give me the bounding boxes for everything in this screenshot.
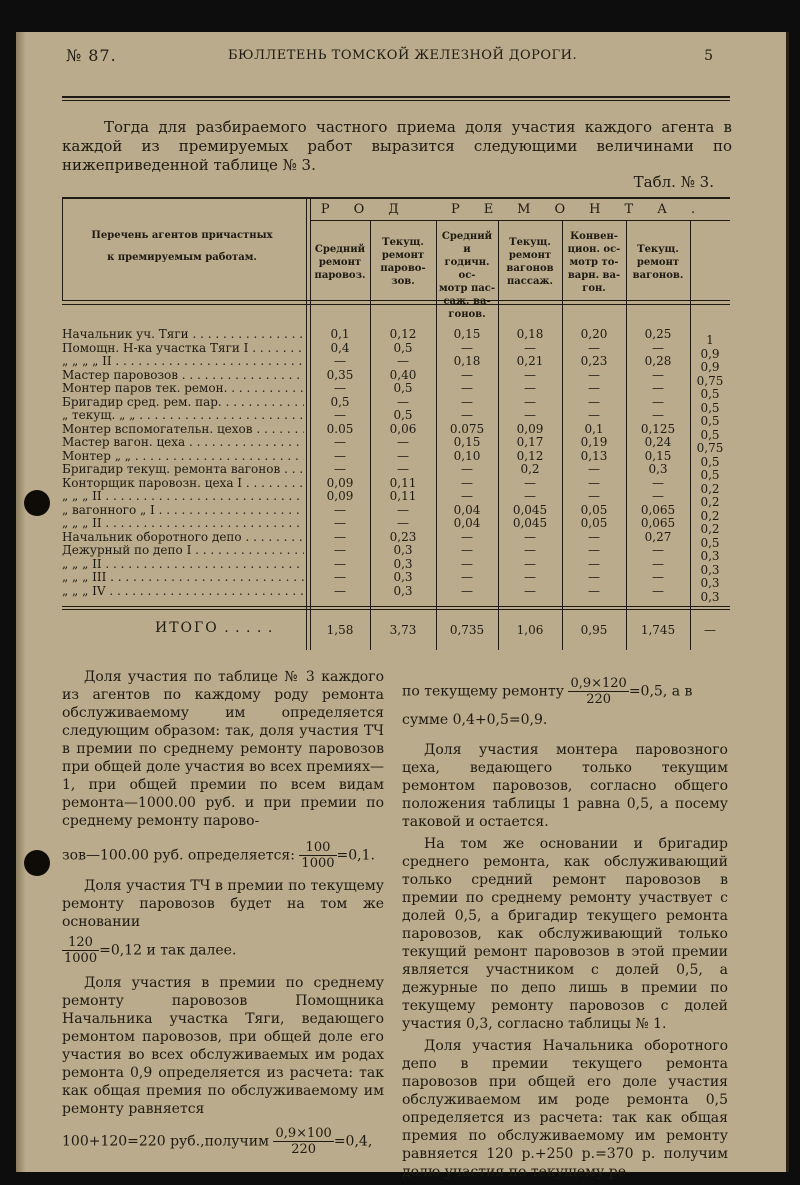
table-cell: 0,20 <box>580 327 608 341</box>
table-row-agent: Дежурный по депо I . . . <box>62 544 304 557</box>
table-cell: 0,3 <box>393 556 413 571</box>
left-formula-3 <box>62 1126 384 1157</box>
table-cell: 0,25 <box>644 327 672 341</box>
column-header-line: варн. ва- <box>567 269 621 281</box>
column-header-line: Средний <box>314 243 366 255</box>
header-rule <box>62 96 730 98</box>
column-header-3 <box>438 230 496 321</box>
column-header-6 <box>628 243 688 282</box>
table-cell: — <box>397 435 409 449</box>
column-header-line: вагонов. <box>632 269 684 281</box>
table-cell: 0,23 <box>580 354 608 368</box>
column-header-line: пассаж. <box>506 276 554 287</box>
table-row-agent: „ „ „ „ II . . . <box>62 355 304 368</box>
table-cell: 0,75 <box>696 441 724 455</box>
table-cell: 0,11 <box>389 489 417 503</box>
table-cell: — <box>524 556 536 571</box>
table-cell: 0,5 <box>393 381 413 395</box>
fraction-4-result: =0,5, а в <box>628 683 693 700</box>
table-row-agent: „ „ „ IV . . . <box>62 585 304 598</box>
table-cell: 0,21 <box>516 354 544 368</box>
left-column <box>62 668 384 1161</box>
table-cell: 0,5 <box>700 414 720 428</box>
column-header-line: годичн. ос- <box>444 256 490 281</box>
fraction-1-numerator: 100 <box>299 840 336 856</box>
table-cell: — <box>652 475 664 490</box>
table-cell: — <box>397 354 409 368</box>
fraction-2-numerator: 120 <box>62 935 99 951</box>
table-cell: — <box>461 394 473 409</box>
table-cell: — <box>652 583 664 598</box>
column-divider <box>306 197 307 650</box>
table-cell: 0,5 <box>700 387 720 401</box>
table-cell: 0,125 <box>640 421 676 436</box>
fraction-1-denominator: 1000 <box>301 856 335 871</box>
column-header-5 <box>564 230 624 295</box>
table-cell: 0,5 <box>393 340 413 355</box>
table-cell: — <box>524 408 536 422</box>
table-cell: 0,045 <box>512 502 548 517</box>
table-cell: — <box>397 502 409 517</box>
column-header-line: зов. <box>391 276 415 287</box>
table-cell: — <box>461 340 473 355</box>
table-cell: — <box>588 394 600 409</box>
total-cell: 1,06 <box>516 623 544 637</box>
left-formula-2 <box>62 935 384 966</box>
agent-header-line-1: Перечень агентов причастных <box>91 230 273 241</box>
table-cell: — <box>524 475 536 490</box>
table-cell: 0.05 <box>326 421 354 436</box>
column-header-line: цион. ос- <box>567 243 621 255</box>
table-cell: 0,3 <box>393 583 413 598</box>
table-cell: 1 <box>706 333 714 347</box>
running-header <box>60 46 720 68</box>
table-cell: 0,12 <box>389 327 417 341</box>
table-cell: — <box>588 583 600 598</box>
table-cell: — <box>461 529 473 544</box>
total-cell: 1,58 <box>326 623 354 637</box>
table-cell: 0,06 <box>389 421 417 436</box>
table-cell: — <box>461 381 473 395</box>
table-cell: — <box>461 583 473 598</box>
table-cell: — <box>524 381 536 395</box>
table-cell: 0,5 <box>700 400 720 415</box>
column-header-line: Текущ. <box>382 237 424 248</box>
fraction-2-denominator: 1000 <box>64 951 98 966</box>
table-cell: 0,2 <box>700 495 720 509</box>
fraction-3 <box>273 1126 333 1157</box>
total-rule-2 <box>62 609 730 610</box>
page-edge <box>16 32 26 1172</box>
table-cell: 0,5 <box>330 394 350 409</box>
table-cell: — <box>334 529 346 544</box>
table-cell: 0,065 <box>640 502 676 517</box>
table-top-rule <box>62 197 730 199</box>
right-formula-4-lead: по текущему ремонту <box>402 683 564 700</box>
table-cell: 0,2 <box>700 522 720 536</box>
column-header-line: мотр то- <box>569 256 619 268</box>
column-header-line: Средний и <box>441 230 493 255</box>
table-row-agent: Монтер „ „ . . . <box>62 450 304 463</box>
table-cell: 0,2 <box>520 462 540 476</box>
total-cell: 0,735 <box>449 623 485 637</box>
column-header-line: ремонт <box>508 250 552 261</box>
header-bottom-rule-2 <box>62 304 730 305</box>
table-cell: — <box>524 340 536 355</box>
table-row-agent: Помощн. Н-ка участка Тяги I . . . <box>62 342 304 355</box>
table-cell: — <box>334 354 346 368</box>
table-cell: — <box>652 570 664 584</box>
table-cell: — <box>588 529 600 544</box>
total-cell: — <box>704 623 716 637</box>
total-cell: 0,95 <box>580 623 608 637</box>
table-row-agent: Начальник уч. Тяги . . . <box>62 328 304 341</box>
table-row-agent: Монтер паров тек. ремон. . . . <box>62 382 304 395</box>
table-cell: 0,23 <box>389 529 417 544</box>
table-cell: — <box>334 462 346 476</box>
column-header-line: Конвен- <box>570 230 618 242</box>
header-rule-thin <box>62 100 730 101</box>
column-header-line: гон. <box>582 282 606 294</box>
table-cell: 0,28 <box>644 354 672 368</box>
table-cell: 0,04 <box>453 516 481 530</box>
table-cell: — <box>652 543 664 557</box>
left-formula-3-lead: 100+120=220 руб.,получим <box>62 1133 269 1150</box>
right-paragraph-1: Доля участия монтера паровозного цеха, ведающего только текущим ремонтом паровозов, согласно общего положения таблицы 1 равна 0,5, а посему таковой и остается. <box>402 742 728 830</box>
table-cell: 0,3 <box>393 570 413 584</box>
table-cell: — <box>588 475 600 490</box>
table-cell: 0,1 <box>330 327 350 341</box>
table-cell: — <box>588 556 600 571</box>
column-header-line: мотр пас- <box>438 282 496 294</box>
table-cell: — <box>461 556 473 571</box>
table-cell: 0,1 <box>584 421 604 436</box>
table-cell: — <box>334 556 346 571</box>
table-row-agent: „ текущ. „ „ . . . <box>62 409 304 422</box>
table-cell: — <box>334 502 346 517</box>
table-cell: — <box>397 462 409 476</box>
table-cell: 0,065 <box>640 516 676 530</box>
table-cell: — <box>334 516 346 530</box>
column-header-line: Текущ. <box>637 243 679 255</box>
table-cell: — <box>524 570 536 584</box>
table-cell: — <box>461 408 473 422</box>
fraction-2-result: =0,12 и так далее. <box>99 942 237 959</box>
table-row-agent: Бригадир текущ. ремонта вагонов . . . <box>62 463 304 476</box>
column-header-2 <box>372 236 434 288</box>
table-cell: — <box>652 367 664 382</box>
table-cell: — <box>524 529 536 544</box>
total-cell: 1,745 <box>640 623 676 637</box>
table-cell: 0,5 <box>700 427 720 442</box>
table-cell: — <box>588 381 600 395</box>
table-cell: — <box>461 570 473 584</box>
table-cell: 0,4 <box>330 340 350 355</box>
table-cell: 0,3 <box>648 462 668 476</box>
table-cell: 0,13 <box>580 448 608 463</box>
table-row-agent: „ „ „ III . . . <box>62 571 304 584</box>
agent-header-line-2: к премируемым работам. <box>107 252 257 263</box>
table-cell: — <box>334 448 346 463</box>
table-cell: — <box>461 475 473 490</box>
table-cell: — <box>652 556 664 571</box>
fraction-4-numerator: 0,9×120 <box>570 676 627 691</box>
total-label: ИТОГО . . . <box>155 620 273 636</box>
table-cell: — <box>588 570 600 584</box>
table-cell: 0,40 <box>389 367 417 382</box>
fraction-1-result: =0,1. <box>336 847 375 864</box>
column-header-line: паровоз. <box>314 269 366 281</box>
table-cell: — <box>334 408 346 422</box>
table-cell: — <box>652 340 664 355</box>
table-cell: — <box>652 394 664 409</box>
table-cell: — <box>461 543 473 557</box>
left-paragraph-1: Доля участия по таблице № 3 каждого из агентов по каждому роду ремонта обслуживаемому им определяется следующим образом: так, доля участия ТЧ в премии по среднему ремонту паровозов при общей доле участия во всех премиях—1, при общей премии по всем видам ремонта—1000.00 руб. и при премии по среднему ремонту парово- <box>62 669 384 829</box>
left-paragraph-2: Доля участия ТЧ в премии по текущему ремонту паровозов будет на том же основании <box>62 878 384 930</box>
table-row-agent: Конторщик паровозн. цеха I . . . <box>62 477 304 490</box>
table-cell: — <box>461 367 473 382</box>
table-cell: — <box>334 543 346 557</box>
group-header: РОД РЕМОНТА. <box>320 202 720 217</box>
table-cell: 0,17 <box>516 435 544 449</box>
table-cell: — <box>334 583 346 598</box>
table-row-agent: Монтер вспомогательн. цехов . . . <box>62 423 304 436</box>
fraction-1 <box>299 840 336 871</box>
table-cell: 0,24 <box>644 435 672 449</box>
column-header-line: ремонт <box>381 250 425 261</box>
table-cell: 0,35 <box>326 367 354 382</box>
table-cell: 0,19 <box>580 435 608 449</box>
table-cell: 0,18 <box>516 327 544 341</box>
table-cell: 0,5 <box>700 454 720 469</box>
table-cell: — <box>397 448 409 463</box>
table-cell: — <box>524 583 536 598</box>
table-cell: 0,27 <box>644 529 672 544</box>
left-formula-1 <box>62 840 384 871</box>
table-cell: — <box>652 489 664 503</box>
table-cell: — <box>461 462 473 476</box>
table-row-agent: Мастер паровозов . . . <box>62 369 304 382</box>
table-cell: — <box>334 435 346 449</box>
table-cell: 0,05 <box>580 502 608 517</box>
fraction-3-numerator: 0,9×100 <box>275 1126 332 1141</box>
table-cell: 0,5 <box>700 535 720 550</box>
table-cell: — <box>524 543 536 557</box>
right-column <box>402 676 728 1185</box>
column-header-4 <box>500 236 560 288</box>
column-header-line: ремонт <box>318 256 362 268</box>
table-cell: 0,09 <box>326 489 354 503</box>
table-cell: — <box>461 489 473 503</box>
table-cell: — <box>334 570 346 584</box>
table-cell: 0,15 <box>453 435 481 449</box>
table-cell: — <box>397 394 409 409</box>
table-row-agent: Бригадир сред. рем. пар. . . . <box>62 396 304 409</box>
table-cell: 0,15 <box>644 448 672 463</box>
total-rule <box>62 606 730 607</box>
table-cell: — <box>524 489 536 503</box>
table-cell: 0,2 <box>700 508 720 523</box>
table-cell: 0,15 <box>453 327 481 341</box>
table-cell: 0,09 <box>516 421 544 436</box>
table-cell: — <box>588 340 600 355</box>
table-cell: — <box>588 489 600 503</box>
table-cell: 0,5 <box>700 468 720 482</box>
table-cell: — <box>524 394 536 409</box>
intro-text: Тогда для разбираемого частного приема доля участия каждого агента в каждой из премируемых работ выразится следующими величинами по нижеприведенной таблице № 3. <box>62 118 732 174</box>
table-row-agent: „ „ „ II . . . <box>62 490 304 503</box>
table-cell: 0,09 <box>326 475 354 490</box>
table-cell: 0,75 <box>696 373 724 388</box>
agent-column-header <box>62 225 302 269</box>
left-formula-1-lead: зов—100.00 руб. определяется: <box>62 847 295 864</box>
table-cell: — <box>652 408 664 422</box>
column-header-line: ремонт <box>636 256 680 268</box>
table-cell: 0,18 <box>453 354 481 368</box>
table-cell: — <box>588 462 600 476</box>
fraction-4-denominator: 220 <box>586 692 612 707</box>
column-header-line: саж. ва- <box>443 295 491 307</box>
table-cell: — <box>652 381 664 395</box>
column-header-1 <box>312 243 368 282</box>
table-cell: 0,3 <box>700 589 720 604</box>
issue-number: № 87. <box>66 46 117 65</box>
column-divider <box>62 197 63 300</box>
table-cell: 0,2 <box>700 481 720 496</box>
fraction-4 <box>568 676 628 707</box>
table-cell: 0,10 <box>453 448 481 463</box>
column-header-line: Текущ. <box>509 237 551 248</box>
table-row-agent: Начальник оборотного депо . . . <box>62 531 304 544</box>
table-cell: 0,12 <box>516 448 544 463</box>
header-bottom-rule <box>62 300 730 301</box>
table-cell: 0,9 <box>700 346 720 361</box>
right-sum-line: сумме 0,4+0,5=0,9. <box>402 712 548 728</box>
table-cell: 0,3 <box>700 576 720 590</box>
table-cell: — <box>397 516 409 530</box>
table-cell: 0,3 <box>700 549 720 563</box>
fraction-2 <box>62 935 99 966</box>
right-paragraph-3: Доля участия Начальника оборотного депо в премии текущего ремонта паровозов при общей его доле участия обслуживаемом им роде ремонта 0,5 определяется из расчета: так как общая премия по обслуживаемому им ремонту равняется 120 р.+250 р.=370 р. получим долю участия по текущему ре- <box>402 1038 728 1180</box>
bulletin-title: БЮЛЛЕТЕНЬ ТОМСКОЙ ЖЕЛЕЗНОЙ ДОРОГИ. <box>228 48 578 63</box>
right-paragraph-2: На том же основании и бригадир среднего ремонта, как обслуживающий только средний ремонт паровозов в премии по среднему ремонту участвует с долей 0,5, а бригадир текущего ремонта паровозов, как обслуживающий только текущий ремонт паровозов в этой премии является участником с долей 0,5, а дежурные по депо лишь в премии по текущему ремонту паровозов с долей участия 0,3, согласно таблицы № 1. <box>402 836 728 1032</box>
table-row-agent: Мастер вагон. цеха . . . <box>62 436 304 449</box>
fraction-3-result: =0,4, <box>333 1133 373 1150</box>
table-cell: 0,5 <box>393 408 413 422</box>
table-cell: 0.075 <box>449 421 485 436</box>
table-cell: 0,9 <box>700 360 720 374</box>
page-number: 5 <box>704 48 714 64</box>
table-cell: — <box>334 381 346 395</box>
column-header-line: гонов. <box>448 308 486 320</box>
binder-hole-top <box>24 490 50 516</box>
fraction-3-denominator: 220 <box>291 1142 317 1157</box>
left-paragraph-3: Доля участия в премии по среднему ремонту паровозов Помощника Начальника участка Тяги, ведающего ремонтом паровозов, при общей доле его участия во всех обслуживаемых им родах ремонта 0,9 определяется из расчета: так как общая премия по обслуживаемому им ремонту равняется <box>62 975 384 1117</box>
group-header-rule <box>310 220 730 221</box>
table-label: Табл. № 3. <box>633 173 714 191</box>
table-row-agent: „ „ „ II . . . <box>62 517 304 530</box>
binder-hole-bottom <box>24 850 50 876</box>
table-cell: 0,11 <box>389 475 417 490</box>
right-formula-4 <box>402 676 728 707</box>
table-cell: 0,045 <box>512 516 548 530</box>
table-cell: — <box>588 367 600 382</box>
table-cell: 0,04 <box>453 502 481 517</box>
table-cell: 0,3 <box>700 562 720 577</box>
intro-paragraph <box>62 118 732 175</box>
table-row-agent: „ „ „ II . . . <box>62 558 304 571</box>
table-cell: 0,05 <box>580 516 608 530</box>
table-cell: — <box>524 367 536 382</box>
table-cell: — <box>588 408 600 422</box>
column-header-line: вагонов <box>506 263 554 274</box>
column-header-line: парово- <box>380 263 426 274</box>
total-cell: 3,73 <box>389 623 417 637</box>
table-cell: 0,3 <box>393 543 413 557</box>
table-row-agent: „ вагонного „ I . . . <box>62 504 304 517</box>
table-cell: — <box>588 543 600 557</box>
